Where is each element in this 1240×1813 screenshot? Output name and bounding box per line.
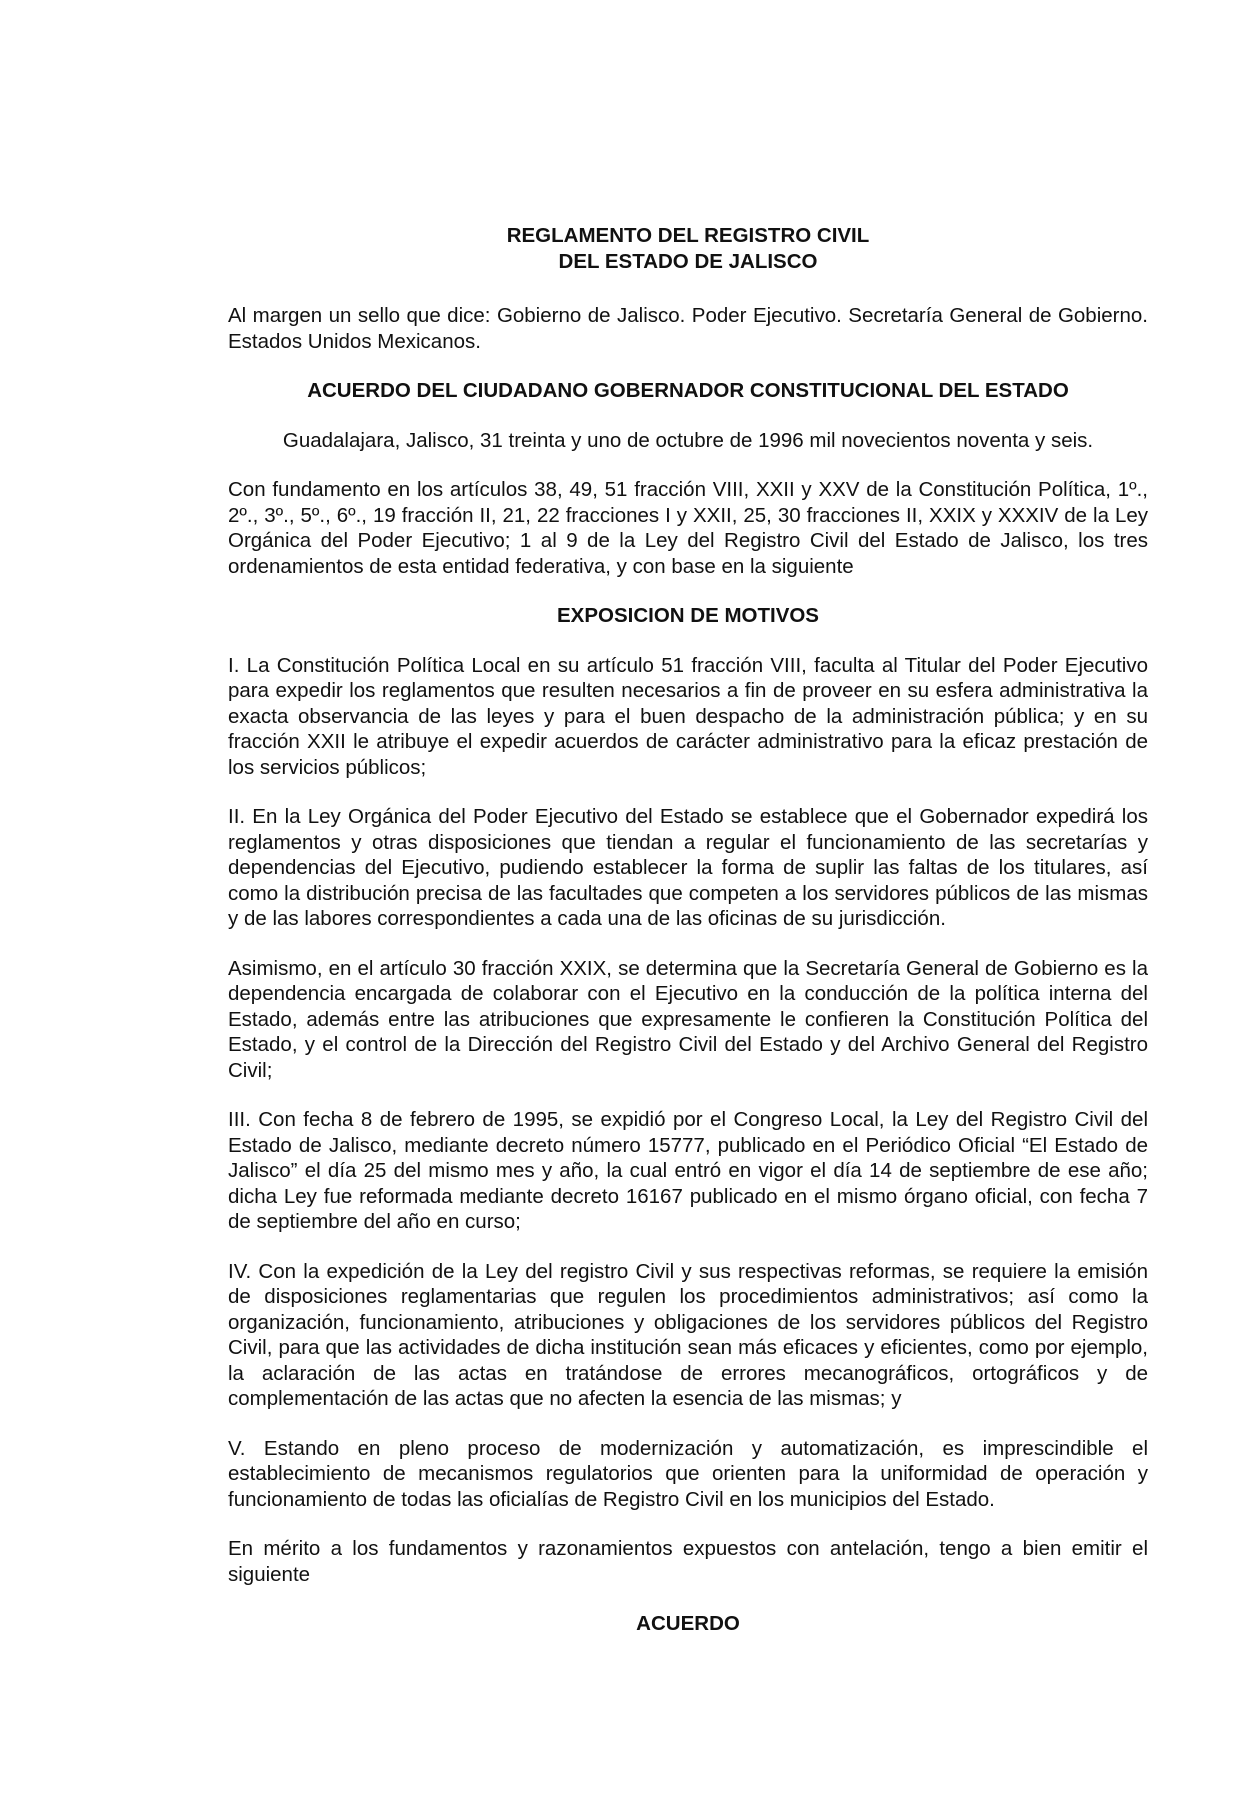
- paragraph-fraccion-iv: IV. Con la expedición de la Ley del registro Civil y sus respectivas reformas, se requiere la emisión de disposiciones reglamentarias que regulen los procedimientos administrativos; así como la organización, funcionamiento, atribuciones y obligaciones de los servidores públicos del Registro Civil, para que las actividades de dicha institución sean más eficaces y eficientes, como por ejemplo, la aclaración de las actas en tratándose de errores mecanográficos, ortográficos y de complementación de las actas que no afecten la esencia de las mismas; y: [228, 1259, 1148, 1410]
- paragraph-merito: En mérito a los fundamentos y razonamientos expuestos con antelación, tengo a bien emitir el siguiente: [228, 1537, 1148, 1586]
- place-date: Guadalajara, Jalisco, 31 treinta y uno de octubre de 1996 mil novecientos noventa y seis.: [282, 428, 1094, 452]
- paragraph-fraccion-v: V. Estando en pleno proceso de modernización y automatización, es imprescindible el establecimiento de mecanismos regulatorios que orienten para la uniformidad de operación y funcionamiento de todas las oficialías de Registro Civil en los municipios del Estado.: [228, 1436, 1148, 1511]
- paragraph-asimismo: Asimismo, en el artículo 30 fracción XXIX, se determina que la Secretaría General de Gobierno es la dependencia encargada de colaborar con el Ejecutivo en la conducción de la política interna del Estado, además entre las atribuciones que expresamente le confieren la Constitución Política del Estado, y el control de la Dirección del Registro Civil del Estado y del Archivo General del Registro Civil;: [228, 956, 1148, 1082]
- document-title: [228, 223, 1148, 274]
- title-line-1: REGLAMENTO DEL REGISTRO CIVIL: [506, 224, 870, 247]
- document-page: [228, 223, 1148, 1637]
- heading-acuerdo-gobernador: ACUERDO DEL CIUDADANO GOBERNADOR CONSTITUCIONAL DEL ESTADO: [307, 379, 1069, 402]
- heading-acuerdo: ACUERDO: [636, 1612, 740, 1635]
- heading-exposicion-motivos: EXPOSICION DE MOTIVOS: [557, 604, 819, 627]
- paragraph-fraccion-i: I. La Constitución Política Local en su artículo 51 fracción VIII, faculta al Titular del Poder Ejecutivo para expedir los reglamentos que resulten necesarios a fin de proveer en su esfera administrativa la exacta observancia de las leyes y para el buen despacho de la administración pública; y en su fracción XXII le atribuye el expedir acuerdos de carácter administrativo para la eficaz prestación de los servicios públicos;: [228, 653, 1148, 779]
- fundamento-paragraph: Con fundamento en los artículos 38, 49, 51 fracción VIII, XXII y XXV de la Constitución Política, 1º., 2º., 3º., 5º., 6º., 19 fracción II, 21, 22 fracciones I y XXII, 25, 30 fracciones II, XXIX y XXXIV de la Ley Orgánica del Poder Ejecutivo; 1 al 9 de la Ley del Registro Civil del Estado de Jalisco, los tres ordenamientos de esta entidad federativa, y con base en la siguiente: [228, 478, 1148, 578]
- paragraph-fraccion-ii: II. En la Ley Orgánica del Poder Ejecutivo del Estado se establece que el Gobernador expedirá los reglamentos y otras disposiciones que tiendan a regular el funcionamiento de las secretarías y dependencias del Ejecutivo, pudiendo establecer la forma de suplir las faltas de los titulares, así como la distribución precisa de las facultades que competen a los servidores públicos de las mismas y de las labores correspondientes a cada una de las oficinas de su jurisdicción.: [228, 805, 1148, 930]
- title-line-2: DEL ESTADO DE JALISCO: [558, 249, 818, 273]
- seal-note: Al margen un sello que dice: Gobierno de Jalisco. Poder Ejecutivo. Secretaría General de Gobierno. Estados Unidos Mexicanos.: [228, 304, 1148, 353]
- paragraph-fraccion-iii: III. Con fecha 8 de febrero de 1995, se expidió por el Congreso Local, la Ley del Registro Civil del Estado de Jalisco, mediante decreto número 15777, publicado en el Periódico Oficial “El Estado de Jalisco” el día 25 del mismo mes y año, la cual entró en vigor el día 14 de septiembre de ese año; dicha Ley fue reformada mediante decreto 16167 publicado en el mismo órgano oficial, con fecha 7 de septiembre del año en curso;: [228, 1108, 1148, 1233]
